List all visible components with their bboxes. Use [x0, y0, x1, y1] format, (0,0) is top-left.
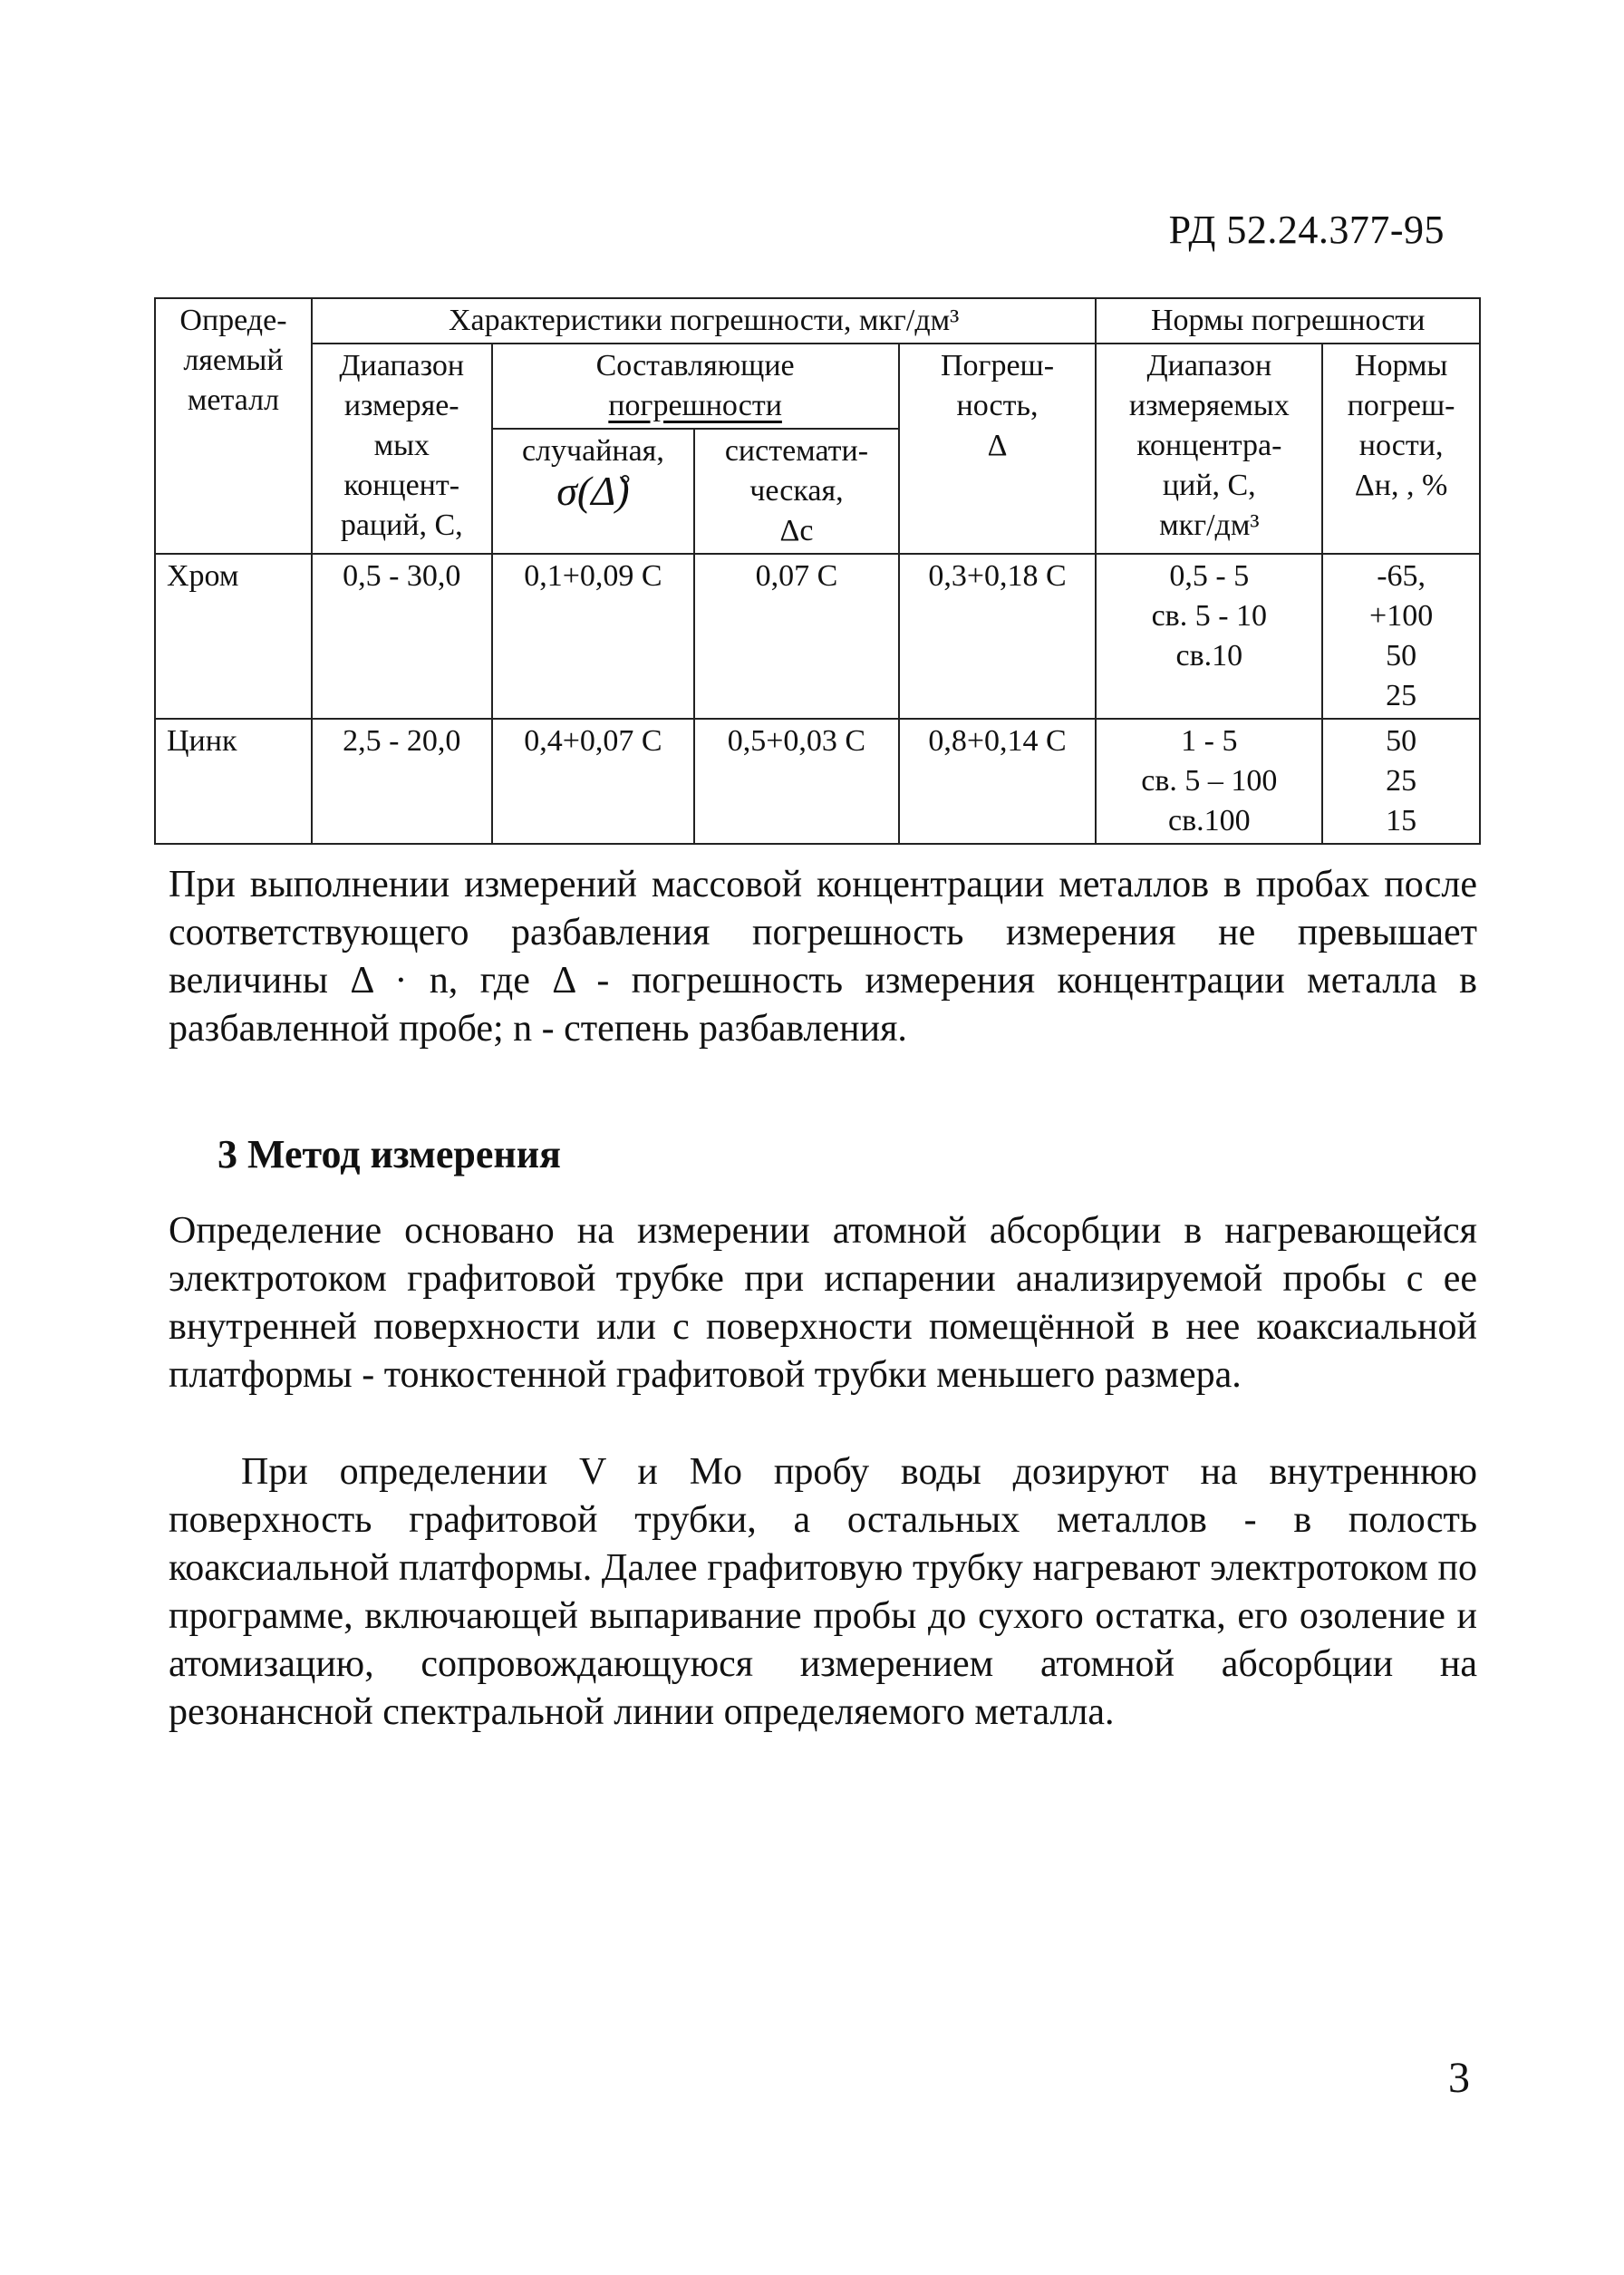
norm-value-line: 25 [1386, 764, 1417, 798]
header-norm-range-line: измеряемых [1128, 389, 1290, 422]
header-systematic-line: системати- [724, 434, 869, 468]
norm-value-line: 50 [1386, 724, 1417, 758]
cell-systematic: 0,07 С [694, 554, 898, 719]
header-norms: Нормы погрешности [1096, 298, 1480, 344]
cell-norm-range [1096, 719, 1322, 844]
header-error-line: Погреш- [940, 349, 1055, 382]
table-row [155, 719, 1480, 844]
section-heading: 3 Метод измерения [218, 1132, 561, 1176]
page-number: 3 [1448, 2054, 1470, 2102]
header-error [899, 344, 1097, 554]
header-range [312, 344, 492, 554]
header-norms-line: Нормы [1354, 349, 1448, 382]
cell-norm-range [1096, 554, 1322, 719]
cell-norm-values [1322, 719, 1480, 844]
norm-range-line: св. 5 – 100 [1141, 764, 1278, 798]
header-metal-line: металл [187, 383, 280, 417]
header-error-line: ность, [956, 389, 1039, 422]
header-metal [155, 298, 312, 554]
cell-random: 0,1+0,09 С [492, 554, 695, 719]
table-header-row-2 [155, 344, 1480, 429]
norm-range-line: св. 5 - 10 [1151, 599, 1268, 633]
header-range-line: раций, С, [340, 508, 463, 542]
norm-range-line: 1 - 5 [1181, 724, 1238, 758]
header-range-line: концент- [343, 469, 460, 502]
error-characteristics-table [154, 297, 1481, 845]
header-error-line: Δ [987, 429, 1008, 462]
header-norm-range [1096, 344, 1322, 554]
header-norms-values [1322, 344, 1480, 554]
header-range-line: Диапазон [339, 349, 465, 382]
header-norms-line: погреш- [1347, 389, 1455, 422]
header-norm-range-line: концентра- [1136, 429, 1282, 462]
cell-metal: Хром [155, 554, 312, 719]
cell-norm-values [1322, 554, 1480, 719]
norm-value-line: 50 [1386, 639, 1417, 673]
header-characteristics: Характеристики погрешности, мкг/дм³ [312, 298, 1096, 344]
norm-value-line: -65, [1377, 559, 1426, 593]
norm-value-line: +100 [1369, 599, 1434, 633]
header-norms-line: ности, [1358, 429, 1444, 462]
header-components-line: Составляющие [595, 349, 795, 382]
header-metal-line: ляемый [183, 344, 284, 377]
cell-range: 0,5 - 30,0 [312, 554, 492, 719]
norm-range-line: св.10 [1175, 639, 1243, 673]
cell-error: 0,8+0,14 С [899, 719, 1097, 844]
norm-value-line: 15 [1386, 804, 1417, 837]
header-norm-range-line: мкг/дм³ [1159, 508, 1260, 542]
cell-systematic: 0,5+0,03 С [694, 719, 898, 844]
table-row [155, 554, 1480, 719]
header-systematic-line: ческая, [749, 474, 844, 508]
header-random-label: случайная, [521, 434, 664, 468]
norm-range-line: 0,5 - 5 [1169, 559, 1250, 593]
header-systematic [694, 429, 898, 554]
header-range-line: измеряе- [343, 389, 459, 422]
norm-range-line [1102, 676, 1316, 716]
header-norm-range-line: ций, С, [1162, 469, 1256, 502]
header-random [492, 429, 695, 554]
document-code: РД 52.24.377-95 [1168, 208, 1445, 252]
header-range-line: мых [373, 429, 430, 462]
paragraph-dilution: При выполнении измерений массовой концентрации металлов в пробах после соответствующего разбавления погрешность измерения не превышает величины Δ · n, где Δ - погрешность измерения концентрации металла в разбавленной пробе; n - степень разбавления. [169, 864, 1477, 1050]
table-header-row-1 [155, 298, 1480, 344]
delta-c-symbol: Δс [779, 514, 814, 547]
header-components-line: погрешности [608, 389, 782, 422]
norm-value-line: 25 [1386, 679, 1417, 712]
cell-range: 2,5 - 20,0 [312, 719, 492, 844]
cell-error: 0,3+0,18 С [899, 554, 1097, 719]
paragraph-method: Определение основано на измерении атомной абсорбции в нагревающейся электротоком графитовой трубке при испарении анализируемой пробы с ее внутренней поверхности или с поверхности помещённой в нее коаксиальной платформы - тонкостенной графитовой трубки меньшего размера. [169, 1210, 1477, 1396]
cell-metal: Цинк [155, 719, 312, 844]
cell-random: 0,4+0,07 С [492, 719, 695, 844]
sigma-symbol: σ(Δ̊) [556, 468, 630, 514]
header-norm-range-line: Диапазон [1146, 349, 1272, 382]
norm-range-line: св.100 [1167, 804, 1251, 837]
header-components [492, 344, 899, 429]
paragraph-procedure: При определении V и Mo пробу воды дозируют на внутреннюю поверхность графитовой трубки, а остальных металлов - в полость коаксиальной платформы. Далее графитовую трубку нагревают электротоком по программе, включающей выпаривание пробы до сухого остатка, его озоление и атомизацию, сопровождающуюся измерением атомной абсорбции на резонансной спектральной линии определяемого металла. [169, 1451, 1477, 1733]
header-norms-line: Δн, , % [1354, 469, 1448, 502]
header-metal-line: Опреде- [179, 304, 287, 337]
